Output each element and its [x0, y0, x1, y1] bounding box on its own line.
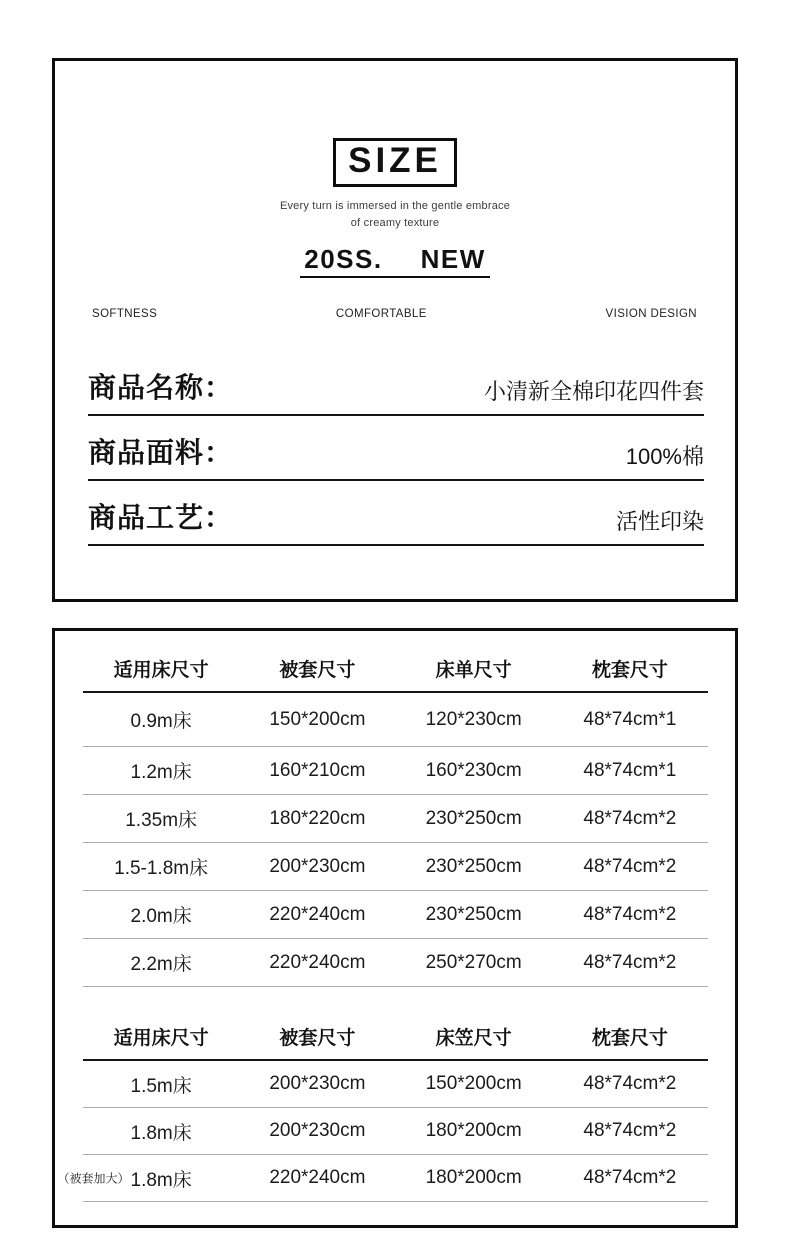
cell-pillow: 48*74cm*2: [583, 1120, 677, 1141]
season-row: [55, 243, 735, 278]
cell-duvet: 200*230cm: [269, 1073, 366, 1094]
size-table-section-fitted-sheet: [57, 1013, 708, 1202]
cell-bed: 1.5m床: [130, 1075, 192, 1097]
size-table: [57, 645, 708, 1202]
cell-fitted: 150*200cm: [425, 1073, 522, 1094]
feature-words: [55, 308, 735, 320]
cell-duvet: 220*240cm: [269, 1167, 366, 1188]
cell-bed: 0.9m床: [130, 711, 192, 732]
cell-duvet: 220*240cm: [269, 951, 366, 973]
cell-pillow: 48*74cm*2: [583, 903, 677, 925]
season-underline: [300, 243, 490, 278]
cell-bed: 1.5-1.8m床: [114, 858, 209, 879]
cell-sheet: 230*250cm: [425, 855, 522, 877]
cell-fitted: 180*200cm: [425, 1120, 522, 1141]
table-row: [83, 939, 708, 987]
cell-duvet: 150*200cm: [269, 708, 366, 730]
header-duvet-cover: 被套尺寸: [279, 1027, 356, 1049]
feature-softness: SOFTNESS: [92, 307, 158, 320]
cell-bed: 1.2m床: [130, 762, 192, 783]
cell-pillow: 48*74cm*1: [583, 759, 677, 781]
table-row: [83, 747, 708, 795]
table-row: [83, 795, 708, 843]
header-pillowcase: 枕套尺寸: [591, 1027, 668, 1049]
cell-sheet: 230*250cm: [425, 903, 522, 925]
cell-sheet: 250*270cm: [425, 951, 522, 973]
size-badge-wrap: [55, 138, 735, 187]
table-row: [83, 891, 708, 939]
cell-duvet: 220*240cm: [269, 903, 366, 925]
cell-bed: （被套加大） 1.8m床: [57, 1169, 192, 1191]
cell-pillow: 48*74cm*1: [583, 708, 677, 730]
oversized-duvet-note: （被套加大）: [57, 1171, 130, 1186]
cell-pillow: 48*74cm*2: [583, 1073, 677, 1094]
cell-bed: 2.0m床: [130, 906, 192, 927]
info-row-name: [88, 360, 704, 416]
product-info-list: [88, 360, 704, 546]
tagline: [55, 198, 735, 232]
tagline-line-1: Every turn is immersed in the gentle embrace: [279, 199, 511, 212]
info-value: 100%棉: [625, 443, 704, 469]
info-value: 小清新全棉印花四件套: [483, 378, 704, 404]
cell-fitted: 180*200cm: [425, 1167, 522, 1188]
product-intro-card: [52, 58, 738, 602]
cell-pillow: 48*74cm*2: [583, 951, 677, 973]
cell-sheet: 230*250cm: [425, 807, 522, 829]
header-pillowcase: 枕套尺寸: [591, 659, 668, 681]
info-label: 商品名称：: [88, 371, 234, 403]
header-bed-size: 适用床尺寸: [113, 659, 209, 681]
table-row: [83, 1108, 708, 1155]
feature-comfortable: COMFORTABLE: [335, 307, 427, 320]
header-flat-sheet: 床单尺寸: [435, 659, 512, 681]
table-header-row: [83, 1013, 708, 1061]
table-row: [83, 843, 708, 891]
header-bed-size: 适用床尺寸: [113, 1027, 209, 1049]
cell-duvet: 200*230cm: [269, 855, 366, 877]
header-duvet-cover: 被套尺寸: [279, 659, 356, 681]
cell-bed: 2.2m床: [130, 954, 192, 975]
header-fitted-sheet: 床笠尺寸: [435, 1027, 512, 1049]
cell-sheet: 120*230cm: [425, 708, 522, 730]
cell-bed: 1.35m床: [125, 810, 198, 831]
cell-bed: 1.8m床: [130, 1122, 192, 1144]
info-label: 商品工艺：: [88, 501, 234, 533]
info-label: 商品面料：: [88, 436, 234, 468]
table-row-oversized-duvet: [57, 1155, 708, 1202]
cell-duvet: 160*210cm: [269, 759, 366, 781]
size-table-section-flat-sheet: [83, 645, 708, 987]
feature-vision-design: VISION DESIGN: [605, 307, 697, 320]
new-label: NEW: [420, 243, 486, 274]
table-row: [83, 693, 708, 747]
cell-bed-with-note: [57, 1165, 239, 1192]
cell-sheet: 160*230cm: [425, 759, 522, 781]
info-row-fabric: [88, 425, 704, 481]
info-value: 活性印染: [615, 508, 704, 534]
size-chart-card: [52, 628, 738, 1228]
cell-pillow: 48*74cm*2: [583, 807, 677, 829]
cell-duvet: 200*230cm: [269, 1120, 366, 1141]
tagline-line-2: of creamy texture: [350, 216, 440, 229]
info-row-craft: [88, 490, 704, 546]
cell-pillow: 48*74cm*2: [583, 855, 677, 877]
table-header-row: [83, 645, 708, 693]
table-row: [83, 1061, 708, 1108]
cell-duvet: 180*220cm: [269, 807, 366, 829]
size-badge: SIZE: [333, 138, 457, 187]
season-label: 20SS.: [304, 243, 383, 274]
cell-pillow: 48*74cm*2: [583, 1167, 677, 1188]
